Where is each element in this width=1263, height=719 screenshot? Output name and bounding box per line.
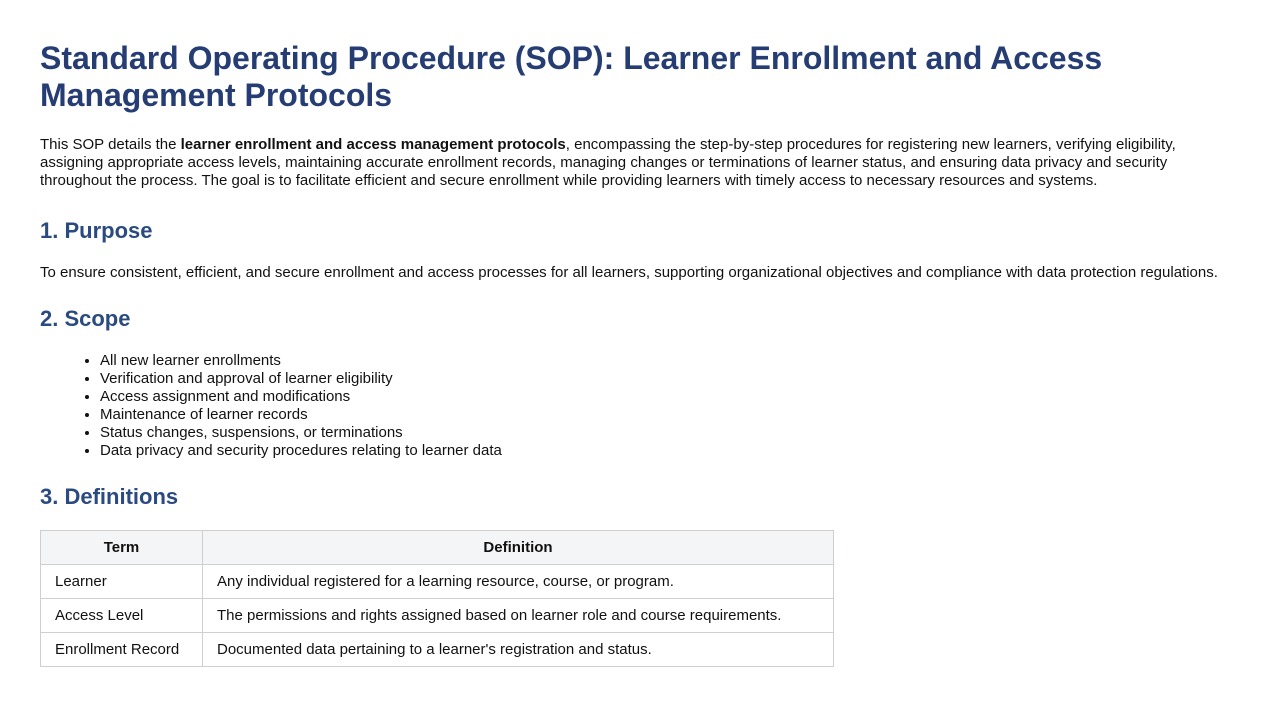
scope-list (40, 352, 1223, 460)
term-cell: Learner (41, 565, 203, 599)
definitions-table (40, 530, 834, 667)
definition-cell: Documented data pertaining to a learner's registration and status. (203, 633, 834, 667)
intro-text-end: , encompassing the step-by-step procedures for registering new learners, verifying eligibility, assigning appropriate access levels, maintaining accurate enrollment records, managing changes or terminations of learner status, and ensuring data privacy and security throughout the process. The goal is to facilitate efficient and secure enrollment while providing learners with timely access to necessary resources and systems. (40, 136, 1176, 189)
definition-cell: The permissions and rights assigned based on learner role and course requirements. (203, 599, 834, 633)
definition-cell: Any individual registered for a learning resource, course, or program. (203, 565, 834, 599)
table-row (41, 633, 834, 667)
column-header-definition: Definition (203, 531, 834, 565)
table-header-row (41, 531, 834, 565)
table-row (41, 599, 834, 633)
scope-item: • Status changes, suspensions, or terminations (100, 424, 1223, 442)
scope-item: • All new learner enrollments (100, 352, 1223, 370)
term-cell: Enrollment Record (41, 633, 203, 667)
intro-bold-text: learner enrollment and access management protocols (180, 136, 566, 153)
scope-item: • Verification and approval of learner eligibility (100, 370, 1223, 388)
column-header-term: Term (41, 531, 203, 565)
scope-item: • Maintenance of learner records (100, 406, 1223, 424)
table-row (41, 565, 834, 599)
definitions-heading: 3. Definitions (40, 484, 179, 509)
scope-item: • Access assignment and modifications (100, 388, 1223, 406)
intro-text-start: This SOP details the (40, 136, 181, 153)
purpose-text: To ensure consistent, efficient, and secure enrollment and access processes for all learners, supporting organizational objectives and compliance with data protection regulations. (40, 264, 1218, 281)
intro-paragraph (40, 136, 1223, 190)
term-cell: Access Level (41, 599, 203, 633)
scope-heading: 2. Scope (40, 306, 131, 331)
scope-item: • Data privacy and security procedures relating to learner data (100, 442, 1223, 460)
purpose-heading: 1. Purpose (40, 218, 153, 243)
page-title: Standard Operating Procedure (SOP): Learner Enrollment and Access Management Protocols (40, 40, 1103, 113)
